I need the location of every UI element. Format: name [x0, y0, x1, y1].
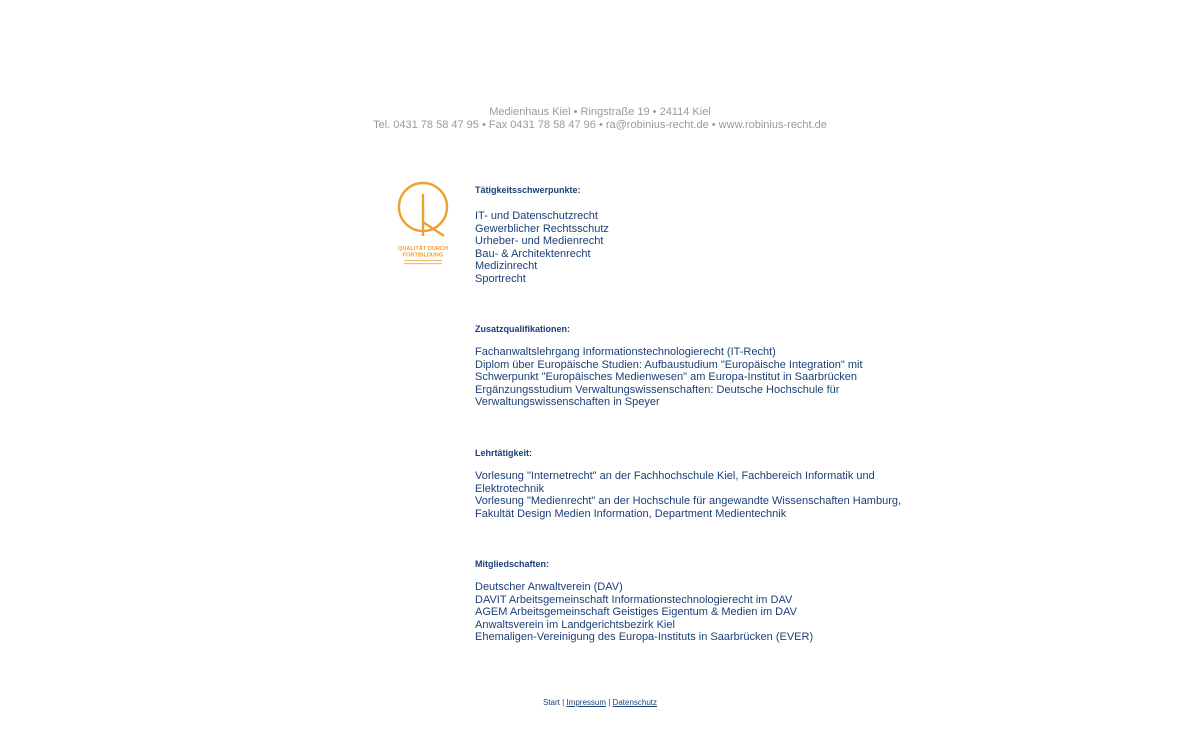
section-list	[475, 581, 915, 644]
list-item: Diplom über Europäische Studien: Aufbaustudium "Europäische Integration" mit Schwerpunkt "Europäisches Medienwesen" am Europa-Institut in Saarbrücken	[475, 358, 863, 383]
list-item: Anwaltsverein im Landgerichtsbezirk Kiel	[475, 618, 675, 631]
section-taetigkeitsschwerpunkte	[475, 184, 915, 285]
list-item: Vorlesung "Medienrecht" an der Hochschule für angewandte Wissenschaften Hamburg, Fakultät Design Medien Information, Department Medientechnik	[475, 495, 902, 520]
footer-link-datenschutz[interactable]: Datenschutz	[612, 698, 658, 707]
section-heading: Mitgliedschaften:	[475, 559, 550, 569]
list-item: Deutscher Anwaltverein (DAV)	[475, 581, 623, 593]
list-item: IT- und Datenschutzrecht	[475, 210, 598, 222]
section-list	[475, 346, 915, 409]
list-item: Sportrecht	[475, 272, 526, 285]
section-heading: Zusatzqualifikationen:	[475, 324, 571, 334]
list-item: Vorlesung "Internetrecht" an der Fachhochschule Kiel, Fachbereich Informatik und Elektrotechnik	[475, 470, 875, 495]
list-item: Gewerblicher Rechtsschutz	[475, 222, 609, 235]
list-item: Ergänzungsstudium Verwaltungswissenschaften: Deutsche Hochschule für Verwaltungswissenschaften in Speyer	[475, 383, 840, 408]
section-mitgliedschaften	[475, 558, 915, 644]
footer-link-start[interactable]: Start	[542, 698, 560, 707]
list-item: Ehemaligen-Vereinigung des Europa-Instituts in Saarbrücken (EVER)	[475, 631, 814, 643]
section-heading: Lehrtätigkeit:	[475, 448, 533, 458]
section-list	[475, 470, 915, 520]
logo-text-line2: FORTBILDUNG	[402, 252, 444, 259]
list-item: Bau- & Architektenrecht	[475, 247, 591, 260]
quality-q-icon	[394, 180, 454, 270]
list-item: Medizinrecht	[475, 260, 538, 272]
section-list	[475, 210, 915, 285]
contact-line: Tel. 0431 78 58 47 95 • Fax 0431 78 58 47 96 • ra@robinius-recht.de • www.robinius-recht.de	[373, 118, 827, 131]
footer-separator: |	[608, 698, 611, 707]
address-block	[0, 106, 1200, 131]
footer-link-impressum[interactable]: Impressum	[566, 698, 606, 707]
logo-text-line1: QUALITÄT DURCH	[397, 246, 449, 252]
address-line: Medienhaus Kiel • Ringstraße 19 • 24114 Kiel	[489, 106, 711, 118]
list-item: AGEM Arbeitsgemeinschaft Geistiges Eigentum & Medien im DAV	[475, 606, 797, 618]
section-zusatzqualifikationen	[475, 323, 915, 409]
list-item: Fachanwaltslehrgang Informationstechnologierecht (IT-Recht)	[475, 346, 776, 358]
footer-separator: |	[562, 698, 565, 707]
footer-nav	[0, 698, 1200, 708]
section-lehrtaetigkeit	[475, 447, 915, 520]
quality-logo	[394, 180, 454, 270]
section-heading: Tätigkeitsschwerpunkte:	[475, 185, 581, 195]
list-item: Urheber- und Medienrecht	[475, 235, 604, 247]
list-item: DAVIT Arbeitsgemeinschaft Informationstechnologierecht im DAV	[475, 593, 793, 606]
